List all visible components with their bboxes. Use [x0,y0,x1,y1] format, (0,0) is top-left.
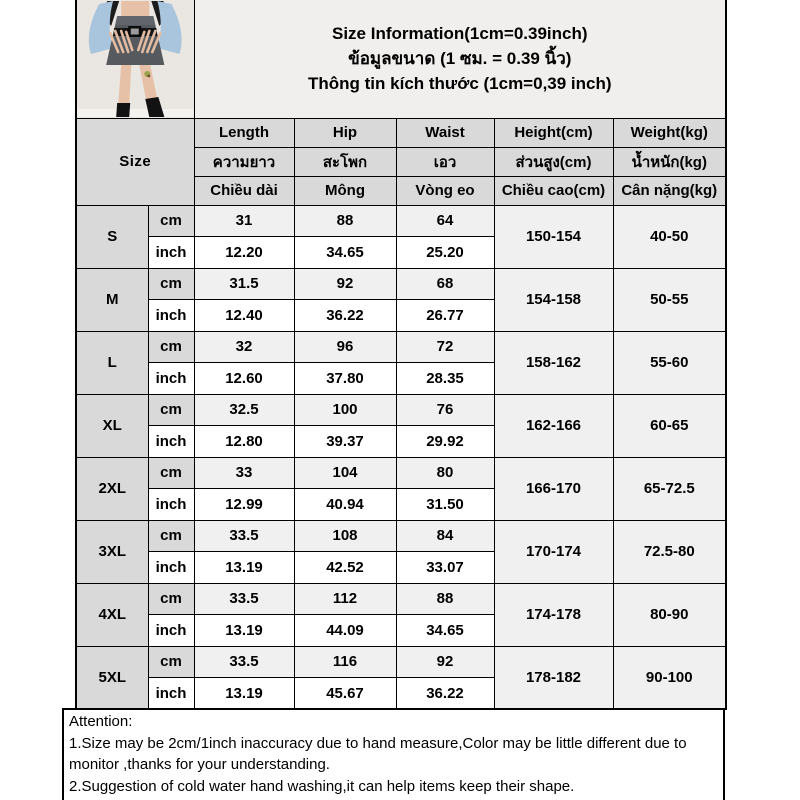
unit-label: inch [148,489,194,521]
value-cell: 34.65 [294,237,396,269]
value-cell: 112 [294,583,396,615]
size-label: 5XL [76,646,148,709]
height-range: 166-170 [494,457,613,520]
unit-label: cm [148,583,194,615]
height-range: 162-166 [494,394,613,457]
col-header-hip-th: สะโพก [294,147,396,176]
value-cell: 84 [396,520,494,552]
height-range: 158-162 [494,331,613,394]
header-row-english [76,118,726,147]
title-thai: ข้อมูลขนาด (1 ซม. = 0.39 นิ้ว) [348,49,572,69]
unit-label: inch [148,300,194,332]
table-row [76,268,726,300]
product-photo-image [77,1,194,117]
title-english: Size Information(1cm=0.39inch) [331,24,588,44]
value-cell: 33.07 [396,552,494,584]
col-header-waist: Waist [396,118,494,147]
value-cell: 33 [194,457,294,489]
value-cell: 33.5 [194,646,294,678]
value-cell: 92 [294,268,396,300]
table-row [76,331,726,363]
value-cell: 12.40 [194,300,294,332]
unit-label: inch [148,552,194,584]
unit-label: inch [148,237,194,269]
weight-range: 50-55 [613,268,726,331]
title-vietnamese: Thông tin kích thước (1cm=0,39 inch) [308,74,612,94]
unit-label: inch [148,426,194,458]
table-row [76,394,726,426]
weight-range: 60-65 [613,394,726,457]
value-cell: 104 [294,457,396,489]
table-row [76,646,726,678]
value-cell: 39.37 [294,426,396,458]
height-range: 154-158 [494,268,613,331]
value-cell: 108 [294,520,396,552]
value-cell: 76 [396,394,494,426]
value-cell: 32.5 [194,394,294,426]
unit-label: cm [148,646,194,678]
col-header-waist-th: เอว [396,147,494,176]
value-cell: 31.50 [396,489,494,521]
col-header-weight-vi: Cân nặng(kg) [613,176,726,205]
height-range: 170-174 [494,520,613,583]
unit-label: cm [148,331,194,363]
value-cell: 42.52 [294,552,396,584]
boots [116,103,130,117]
col-header-length-th: ความยาว [194,147,294,176]
value-cell: 64 [396,205,494,237]
value-cell: 12.20 [194,237,294,269]
value-cell: 36.22 [294,300,396,332]
value-cell: 13.19 [194,615,294,647]
size-label: XL [76,394,148,457]
value-cell: 88 [294,205,396,237]
value-cell: 32 [194,331,294,363]
size-label: 3XL [76,520,148,583]
col-header-height: Height(cm) [494,118,613,147]
attention-note [62,708,725,800]
value-cell: 31.5 [194,268,294,300]
col-header-height-th: ส่วนสูง(cm) [494,147,613,176]
col-header-hip: Hip [294,118,396,147]
value-cell: 28.35 [396,363,494,395]
value-cell: 31 [194,205,294,237]
value-cell: 36.22 [396,678,494,710]
unit-label: cm [148,457,194,489]
value-cell: 96 [294,331,396,363]
height-range: 174-178 [494,583,613,646]
value-cell: 92 [396,646,494,678]
unit-label: inch [148,615,194,647]
value-cell: 45.67 [294,678,396,710]
product-photo [76,0,194,118]
col-header-weight: Weight(kg) [613,118,726,147]
value-cell: 12.60 [194,363,294,395]
unit-label: inch [148,363,194,395]
table-row [76,205,726,237]
table-row [76,520,726,552]
weight-range: 90-100 [613,646,726,709]
value-cell: 26.77 [396,300,494,332]
attention-line: 2.Suggestion of cold water hand washing,it can help items keep their shape. [69,777,575,795]
size-column-header: Size [76,118,194,205]
value-cell: 34.65 [396,615,494,647]
value-cell: 44.09 [294,615,396,647]
size-label: 2XL [76,457,148,520]
top-band [76,0,726,118]
table-row [76,583,726,615]
unit-label: inch [148,678,194,710]
unit-label: cm [148,394,194,426]
size-label: S [76,205,148,268]
weight-range: 80-90 [613,583,726,646]
value-cell: 116 [294,646,396,678]
weight-range: 55-60 [613,331,726,394]
col-header-height-vi: Chiều cao(cm) [494,176,613,205]
height-range: 178-182 [494,646,613,709]
weight-range: 72.5-80 [613,520,726,583]
unit-label: cm [148,268,194,300]
weight-range: 65-72.5 [613,457,726,520]
value-cell: 29.92 [396,426,494,458]
value-cell: 13.19 [194,678,294,710]
value-cell: 37.80 [294,363,396,395]
value-cell: 33.5 [194,520,294,552]
title-block [194,0,726,118]
value-cell: 13.19 [194,552,294,584]
size-label: 4XL [76,583,148,646]
col-header-hip-vi: Mông [294,176,396,205]
value-cell: 33.5 [194,583,294,615]
unit-label: cm [148,520,194,552]
table-row [76,457,726,489]
value-cell: 72 [396,331,494,363]
size-table [75,0,727,710]
unit-label: cm [148,205,194,237]
value-cell: 100 [294,394,396,426]
col-header-waist-vi: Vòng eo [396,176,494,205]
value-cell: 68 [396,268,494,300]
value-cell: 12.99 [194,489,294,521]
attention-line: 1.Size may be 2cm/1inch inaccuracy due to hand measure,Color may be little different due to [69,734,687,752]
height-range: 150-154 [494,205,613,268]
value-cell: 80 [396,457,494,489]
value-cell: 25.20 [396,237,494,269]
size-label: L [76,331,148,394]
attention-heading: Attention: [69,713,133,730]
col-header-length: Length [194,118,294,147]
weight-range: 40-50 [613,205,726,268]
value-cell: 40.94 [294,489,396,521]
col-header-length-vi: Chiều dài [194,176,294,205]
value-cell: 12.80 [194,426,294,458]
col-header-weight-th: น้ำหนัก(kg) [613,147,726,176]
attention-line: monitor ,thanks for your understanding. [69,756,330,773]
value-cell: 88 [396,583,494,615]
size-label: M [76,268,148,331]
